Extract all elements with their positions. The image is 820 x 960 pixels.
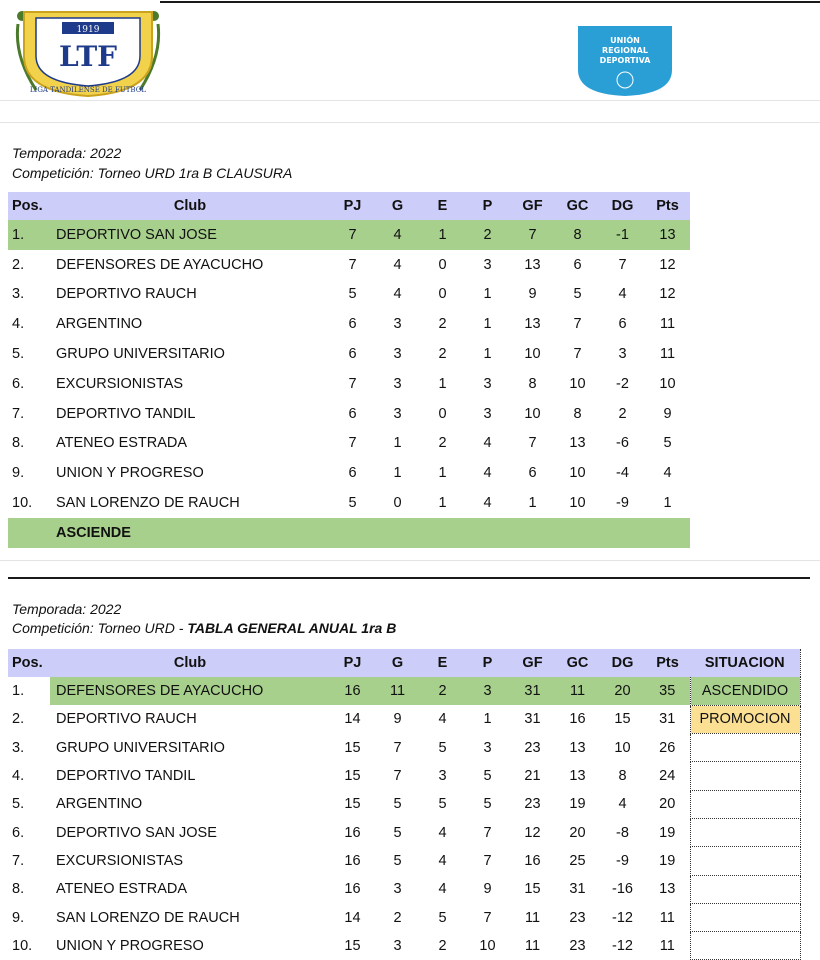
cell-dg: 8 [618, 768, 627, 785]
cell-situacion [690, 734, 800, 762]
cell-club: UNION Y PROGRESO [56, 937, 204, 954]
cell-pos: 8. [12, 881, 25, 898]
table-row [8, 818, 800, 846]
cell-dg: 4 [618, 286, 627, 303]
table-row [8, 762, 800, 790]
cell-dg: 15 [614, 711, 631, 728]
cell-club: ARGENTINO [56, 796, 143, 813]
table-row [8, 903, 800, 931]
cell-pts: 11 [659, 316, 676, 333]
cell-pts: 24 [659, 768, 676, 785]
cell-club: GRUPO UNIVERSITARIO [56, 346, 225, 363]
table-row [8, 705, 800, 733]
cell-club: DEPORTIVO TANDIL [56, 405, 196, 422]
cell-gf: 16 [524, 852, 541, 869]
cell-g: 4 [393, 256, 402, 273]
cell-e: 2 [438, 346, 447, 363]
section-divider [8, 577, 810, 579]
cell-gc: 13 [569, 435, 586, 452]
cell-gf: 7 [528, 435, 537, 452]
cell-dg: -16 [612, 881, 633, 898]
cell-p: 4 [483, 495, 492, 512]
cell-pj: 14 [344, 711, 361, 728]
cell-gf: 10 [524, 346, 541, 363]
season-label-1: Temporada: 2022 [12, 145, 122, 161]
header-e: E [420, 192, 465, 220]
urd-line2: REGIONAL [602, 46, 648, 55]
cell-e: 2 [420, 677, 465, 705]
cell-pos: 8. [12, 435, 25, 452]
cell-pts: 4 [663, 465, 672, 482]
header-pj: PJ [330, 192, 375, 220]
header-gc: GC [555, 192, 600, 220]
urd-logo [576, 24, 674, 98]
cell-dg: -12 [612, 937, 633, 954]
cell-pos: 7. [12, 405, 25, 422]
cell-e: 5 [438, 796, 447, 813]
cell-g: 9 [393, 711, 402, 728]
cell-pj: 5 [348, 286, 357, 303]
cell-g: 3 [393, 316, 402, 333]
clausura-standings-table [8, 192, 690, 548]
table-row [8, 458, 690, 488]
cell-pj: 16 [344, 881, 361, 898]
header-gf: GF [510, 192, 555, 220]
cell-g: 2 [393, 909, 402, 926]
cell-pj: 15 [344, 739, 361, 756]
cell-gf: 1 [528, 495, 537, 512]
urd-line1: UNIÓN [610, 36, 640, 45]
competition-label-2 [12, 620, 396, 636]
cell-dg: 3 [618, 346, 627, 363]
cell-g: 4 [393, 286, 402, 303]
header-pts: Pts [645, 649, 690, 677]
cell-pj: 7 [330, 220, 375, 250]
table-row [8, 399, 690, 429]
cell-gc: 7 [573, 346, 582, 363]
cell-e: 2 [438, 435, 447, 452]
cell-g: 3 [393, 346, 402, 363]
cell-gf: 23 [524, 796, 541, 813]
cell-pts: 13 [659, 881, 676, 898]
cell-pos: 1. [12, 683, 25, 700]
cell-gf: 8 [528, 375, 537, 392]
cell-gf: 21 [524, 768, 541, 785]
cell-dg: 4 [618, 796, 627, 813]
cell-club: DEPORTIVO RAUCH [56, 711, 197, 728]
table-row [8, 429, 690, 459]
cell-p: 7 [483, 852, 492, 869]
cell-e: 0 [438, 286, 447, 303]
ltf-ring-text: LIGA TANDILENSE DE FUTBOL [29, 86, 147, 94]
cell-pos: 2. [12, 256, 25, 273]
cell-p: 1 [483, 711, 492, 728]
cell-e: 2 [438, 316, 447, 333]
cell-pos: 5. [12, 346, 25, 363]
cell-club: DEFENSORES DE AYACUCHO [56, 256, 264, 273]
cell-g: 11 [375, 677, 420, 705]
ascends-label: ASCIENDE [50, 518, 690, 548]
cell-p: 5 [483, 796, 492, 813]
cell-g: 7 [393, 768, 402, 785]
cell-situacion [690, 818, 800, 846]
cell-p: 2 [465, 220, 510, 250]
cell-gc: 10 [569, 375, 586, 392]
cell-pos: 3. [12, 739, 25, 756]
cell-pj: 15 [344, 937, 361, 954]
cell-e: 0 [438, 256, 447, 273]
cell-gc: 11 [555, 677, 600, 705]
cell-gf: 12 [524, 824, 541, 841]
cell-pos: 4. [12, 316, 25, 333]
cell-e: 5 [438, 739, 447, 756]
cell-pts: 9 [663, 405, 672, 422]
table-row [8, 734, 800, 762]
table-header-row [8, 192, 690, 220]
cell-gc: 20 [569, 824, 586, 841]
cell-gf: 13 [524, 256, 541, 273]
cell-gc: 13 [569, 768, 586, 785]
cell-pj: 6 [348, 316, 357, 333]
ascends-footer-row [8, 518, 690, 548]
cell-club: DEFENSORES DE AYACUCHO [50, 677, 330, 705]
cell-club: DEPORTIVO SAN JOSE [56, 824, 217, 841]
cell-e: 1 [438, 465, 447, 482]
header-gc: GC [555, 649, 600, 677]
cell-pts: 19 [659, 824, 676, 841]
cell-dg: 6 [618, 316, 627, 333]
cell-pts: 31 [659, 711, 676, 728]
cell-gc: 23 [569, 937, 586, 954]
cell-club: DEPORTIVO RAUCH [56, 286, 197, 303]
header-pts: Pts [645, 192, 690, 220]
cell-dg: 7 [618, 256, 627, 273]
cell-e: 5 [438, 909, 447, 926]
cell-p: 3 [483, 739, 492, 756]
competition-bold: TABLA GENERAL ANUAL 1ra B [187, 620, 397, 636]
cell-dg: -2 [616, 375, 629, 392]
cell-gc: 7 [573, 316, 582, 333]
cell-dg: -4 [616, 465, 629, 482]
cell-e: 0 [438, 405, 447, 422]
header-e: E [420, 649, 465, 677]
cell-gc: 10 [569, 465, 586, 482]
cell-pj: 16 [344, 824, 361, 841]
cell-g: 7 [393, 739, 402, 756]
cell-gf: 31 [524, 711, 541, 728]
header-club: Club [50, 192, 330, 220]
cell-gc: 31 [569, 881, 586, 898]
cell-gc: 10 [569, 495, 586, 512]
cell-pos: 4. [12, 768, 25, 785]
cell-dg: -6 [616, 435, 629, 452]
cell-pj: 7 [348, 256, 357, 273]
cell-dg: -9 [616, 495, 629, 512]
cell-situacion: ASCENDIDO [690, 677, 800, 705]
table-row [8, 932, 800, 960]
header-dg: DG [600, 192, 645, 220]
cell-pj: 5 [348, 495, 357, 512]
cell-g: 3 [393, 405, 402, 422]
cell-p: 7 [483, 909, 492, 926]
cell-pj: 7 [348, 375, 357, 392]
cell-pts: 12 [659, 286, 676, 303]
cell-gf: 6 [528, 465, 537, 482]
cell-pos: 10. [12, 495, 33, 512]
cell-g: 1 [393, 435, 402, 452]
cell-gc: 13 [569, 739, 586, 756]
cell-g: 3 [393, 881, 402, 898]
cell-situacion [690, 932, 800, 960]
header-club: Club [50, 649, 330, 677]
cell-gf: 9 [528, 286, 537, 303]
table-row [8, 488, 690, 518]
cell-pos: 6. [12, 375, 25, 392]
season-label-2: Temporada: 2022 [12, 601, 122, 617]
cell-pos: 3. [12, 286, 25, 303]
cell-dg: -12 [612, 909, 633, 926]
cell-pj: 6 [348, 405, 357, 422]
cell-g: 5 [393, 852, 402, 869]
table-row [8, 847, 800, 875]
cell-gc: 19 [569, 796, 586, 813]
cell-pts: 26 [659, 739, 676, 756]
cell-g: 4 [375, 220, 420, 250]
cell-situacion [690, 903, 800, 931]
cell-pj: 16 [344, 852, 361, 869]
header-p: P [465, 192, 510, 220]
table-row [8, 250, 690, 280]
cell-e: 4 [438, 881, 447, 898]
table-row [8, 309, 690, 339]
header-pos: Pos. [8, 192, 50, 220]
ltf-letters: LTF [58, 40, 118, 73]
cell-e: 4 [438, 824, 447, 841]
cell-e: 1 [438, 375, 447, 392]
cell-club: ARGENTINO [56, 316, 143, 333]
header-g: G [375, 649, 420, 677]
cell-pj: 14 [344, 909, 361, 926]
cell-e: 1 [438, 495, 447, 512]
cell-club: GRUPO UNIVERSITARIO [56, 739, 225, 756]
cell-situacion [690, 790, 800, 818]
cell-pos: 5. [12, 796, 25, 813]
cell-e: 4 [438, 711, 447, 728]
competition-prefix: Competición: Torneo URD - [12, 620, 188, 636]
header-gf: GF [510, 649, 555, 677]
cell-gc: 8 [573, 405, 582, 422]
cell-situacion [690, 875, 800, 903]
cell-g: 5 [393, 824, 402, 841]
cell-p: 1 [483, 286, 492, 303]
cell-pts: 19 [659, 852, 676, 869]
cell-p: 5 [483, 768, 492, 785]
cell-gc: 5 [573, 286, 582, 303]
cell-dg: -1 [600, 220, 645, 250]
cell-dg: -8 [616, 824, 629, 841]
cell-pos: 6. [12, 824, 25, 841]
cell-pts: 10 [659, 375, 676, 392]
cell-dg: 20 [600, 677, 645, 705]
cell-gf: 15 [524, 881, 541, 898]
cell-pos: 7. [12, 852, 25, 869]
urd-line3: DEPORTIVA [599, 56, 651, 65]
cell-p: 10 [479, 937, 496, 954]
cell-pts: 1 [663, 495, 672, 512]
cell-dg: -9 [616, 852, 629, 869]
cell-p: 4 [483, 465, 492, 482]
cell-club: EXCURSIONISTAS [56, 852, 184, 869]
cell-pj: 15 [344, 796, 361, 813]
table-header-row [8, 649, 800, 677]
cell-p: 7 [483, 824, 492, 841]
table-row [8, 280, 690, 310]
cell-club: SAN LORENZO DE RAUCH [56, 909, 240, 926]
table-row [8, 369, 690, 399]
cell-pos: 1. [8, 220, 50, 250]
cell-club: ATENEO ESTRADA [56, 435, 188, 452]
cell-p: 1 [483, 346, 492, 363]
cell-g: 3 [393, 937, 402, 954]
cell-g: 3 [393, 375, 402, 392]
cell-club: DEPORTIVO SAN JOSE [50, 220, 330, 250]
cell-pts: 20 [659, 796, 676, 813]
competition-label-1: Competición: Torneo URD 1ra B CLAUSURA [12, 165, 293, 181]
table-row [8, 677, 800, 705]
cell-pj: 6 [348, 346, 357, 363]
cell-gf: 31 [510, 677, 555, 705]
cell-club: UNION Y PROGRESO [56, 465, 204, 482]
cell-pos: 9. [12, 465, 25, 482]
header-p: P [465, 649, 510, 677]
cell-pts: 12 [659, 256, 676, 273]
top-rule [160, 1, 820, 3]
cell-g: 0 [393, 495, 402, 512]
cell-e: 4 [438, 852, 447, 869]
cell-g: 5 [393, 796, 402, 813]
cell-p: 3 [465, 677, 510, 705]
cell-g: 1 [393, 465, 402, 482]
cell-club: DEPORTIVO TANDIL [56, 768, 196, 785]
cell-p: 1 [483, 316, 492, 333]
cell-club: EXCURSIONISTAS [56, 375, 184, 392]
cell-pts: 35 [645, 677, 690, 705]
cell-pts: 5 [663, 435, 672, 452]
cell-pos: 10. [12, 937, 33, 954]
cell-pj: 16 [330, 677, 375, 705]
table-row [8, 875, 800, 903]
cell-gf: 23 [524, 739, 541, 756]
cell-pts: 13 [645, 220, 690, 250]
annual-standings-table [8, 649, 801, 960]
cell-dg: 10 [614, 739, 631, 756]
cell-pts: 11 [659, 909, 675, 926]
cell-situacion [690, 847, 800, 875]
cell-gc: 6 [573, 256, 582, 273]
cell-club: SAN LORENZO DE RAUCH [56, 495, 240, 512]
header-g: G [375, 192, 420, 220]
ltf-year: 1919 [76, 25, 100, 35]
cell-pos: 9. [12, 909, 25, 926]
cell-gc: 23 [569, 909, 586, 926]
header-pj: PJ [330, 649, 375, 677]
cell-e: 2 [438, 937, 447, 954]
cell-gf: 7 [510, 220, 555, 250]
cell-pj: 15 [344, 768, 361, 785]
header-pos: Pos. [8, 649, 50, 677]
ltf-logo [14, 6, 162, 98]
header-situacion: SITUACION [690, 649, 800, 677]
cell-e: 1 [420, 220, 465, 250]
cell-e: 3 [438, 768, 447, 785]
header-dg: DG [600, 649, 645, 677]
cell-gf: 11 [524, 909, 541, 926]
table-row [8, 790, 800, 818]
cell-dg: 2 [618, 405, 627, 422]
cell-gf: 11 [524, 937, 541, 954]
cell-p: 3 [483, 405, 492, 422]
cell-gc: 8 [555, 220, 600, 250]
table-row [8, 339, 690, 369]
cell-pts: 11 [659, 346, 676, 363]
cell-club: ATENEO ESTRADA [56, 881, 188, 898]
cell-p: 3 [483, 256, 492, 273]
cell-gc: 16 [569, 711, 586, 728]
cell-gf: 13 [524, 316, 541, 333]
cell-gf: 10 [524, 405, 541, 422]
cell-situacion: PROMOCION [690, 705, 800, 733]
cell-pj: 6 [348, 465, 357, 482]
cell-p: 3 [483, 375, 492, 392]
table-row [8, 220, 690, 250]
cell-pos: 2. [12, 711, 25, 728]
cell-pts: 11 [659, 937, 675, 954]
cell-situacion [690, 762, 800, 790]
cell-gc: 25 [569, 852, 586, 869]
cell-pj: 7 [348, 435, 357, 452]
cell-p: 9 [483, 881, 492, 898]
cell-p: 4 [483, 435, 492, 452]
